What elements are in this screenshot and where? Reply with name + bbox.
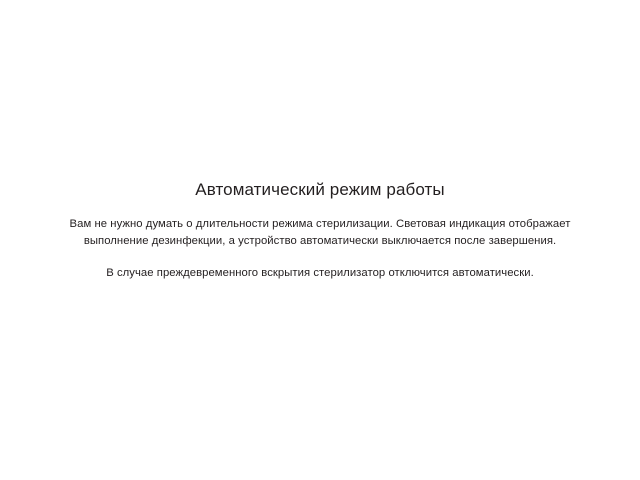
paragraph-spacer [32,249,608,265]
page-title: Автоматический режим работы [195,180,445,199]
body-paragraph-2: В случае преждевременного вскрытия стерилизатор отключится автоматически. [106,267,534,279]
slide-content [0,178,640,282]
body-paragraph-1: Вам не нужно думать о длительности режима стерилизации. Световая индикация отображает выполнение дезинфекции, а устройство автоматически выключается после завершения. [69,218,571,247]
